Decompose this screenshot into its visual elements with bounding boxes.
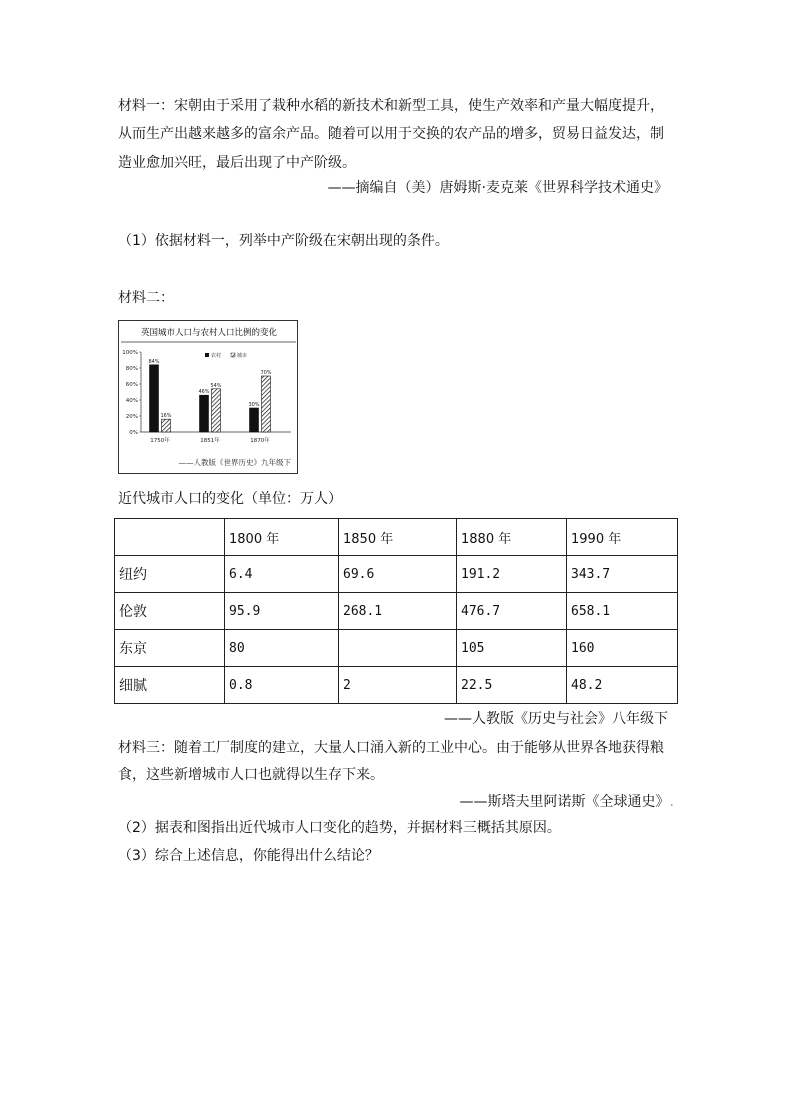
table-cell: 476.7 <box>457 593 567 630</box>
table-row-label: 纽约 <box>115 556 225 593</box>
material1-line2: 从而生产出越来越多的富余产品。随着可以用于交换的农产品的增多，贸易日益发达，制 <box>118 126 664 142</box>
table-source: ——人教版《历史与社会》八年级下 <box>444 711 668 727</box>
table-cell: 160 <box>567 630 678 667</box>
chart-bar-rural <box>200 395 209 432</box>
table-cell: 105 <box>457 630 567 667</box>
chart-y-tick-label: 80% <box>125 366 138 372</box>
chart-data-label: 16% <box>160 413 172 420</box>
table-row-label: 细腻 <box>115 667 225 704</box>
legend-label-rural: 农村 <box>211 353 222 359</box>
table-row-label: 东京 <box>115 630 225 667</box>
table-cell <box>339 630 457 667</box>
chart-data-label: 84% <box>148 358 160 365</box>
chart-data-label: 46% <box>198 389 210 396</box>
table-header-cell: 1850 年 <box>339 519 457 556</box>
material3-source-dot: . <box>669 794 674 810</box>
table-row <box>115 593 678 630</box>
legend-swatch-rural <box>205 353 209 357</box>
table-row-label: 伦敦 <box>115 593 225 630</box>
chart-bar-urban <box>162 419 171 432</box>
chart-y-tick-label: 0% <box>129 430 138 436</box>
material3-source: ——斯塔夫里阿诺斯《全球通史》 <box>459 794 670 810</box>
table-cell: 95.9 <box>225 593 339 630</box>
material3-line2: 食，这些新增城市人口也就得以生存下来。 <box>118 767 384 783</box>
chart-bar-urban <box>212 389 221 432</box>
question-2: （2）据表和图指出近代城市人口变化的趋势，并据材料三概括其原因。 <box>118 820 561 836</box>
chart-x-tick-label: 1870年 <box>250 438 270 444</box>
chart-bars <box>148 359 271 432</box>
table-row <box>115 667 678 704</box>
question-3: （3）综合上述信息，你能得出什么结论？ <box>118 848 379 864</box>
table-cell: 191.2 <box>457 556 567 593</box>
table-row <box>115 556 678 593</box>
table-cell: 0.8 <box>225 667 339 704</box>
chart-bar-rural <box>150 365 159 432</box>
table-row <box>115 630 678 667</box>
table-cell: 80 <box>225 630 339 667</box>
population-table <box>114 518 678 704</box>
table-cell: 48.2 <box>567 667 678 704</box>
chart-y-tick-label: 100% <box>122 350 138 356</box>
table-cell: 658.1 <box>567 593 678 630</box>
chart-legend <box>205 352 247 359</box>
chart-bar-urban <box>262 376 271 432</box>
chart-bar-rural <box>250 408 259 432</box>
chart-x-tick-label: 1851年 <box>200 438 220 444</box>
legend-swatch-urban <box>231 353 235 357</box>
population-ratio-chart <box>118 320 298 474</box>
legend-label-urban: 城市 <box>237 353 248 359</box>
table-cell: 22.5 <box>457 667 567 704</box>
table-header-row <box>115 519 678 556</box>
material3-line1: 材料三：随着工厂制度的建立，大量人口涌入新的工业中心。由于能够从世界各地获得粮 <box>118 740 664 756</box>
material3-source-wrap <box>460 792 674 812</box>
table-header-cell: 1880 年 <box>457 519 567 556</box>
table-header-cell: 1990 年 <box>567 519 678 556</box>
material1-line1: 材料一：宋朝由于采用了栽种水稻的新技术和新型工具，使生产效率和产量大幅度提升， <box>118 98 664 114</box>
material1-source: ——摘编自（美）唐姆斯·麦克莱《世界科学技术通史》 <box>327 180 668 196</box>
material2-label: 材料二： <box>118 290 174 306</box>
chart-y-tick-label: 60% <box>125 382 138 388</box>
table-cell: 6.4 <box>225 556 339 593</box>
table-cell: 343.7 <box>567 556 678 593</box>
table-header-cell: 1800 年 <box>225 519 339 556</box>
chart-data-label: 30% <box>248 402 260 408</box>
chart-source: ——人教版《世界历史》九年级下 <box>178 458 291 467</box>
table-cell: 268.1 <box>339 593 457 630</box>
chart-svg <box>119 321 299 475</box>
material1-line3: 造业愈加兴旺，最后出现了中产阶级。 <box>118 155 356 171</box>
question-1: （1）依据材料一，列举中产阶级在宋朝出现的条件。 <box>118 233 449 249</box>
chart-y-tick-label: 40% <box>125 398 138 404</box>
chart-title: 英国城市人口与农村人口比例的变化 <box>140 328 278 338</box>
table-caption: 近代城市人口的变化（单位：万人） <box>118 491 342 507</box>
table-header-cell <box>115 519 225 556</box>
chart-data-label: 70% <box>260 370 272 376</box>
chart-data-label: 54% <box>210 382 222 389</box>
chart-x-tick-label: 1750年 <box>150 438 170 444</box>
chart-y-tick-label: 20% <box>125 414 138 420</box>
table-cell: 69.6 <box>339 556 457 593</box>
table-cell: 2 <box>339 667 457 704</box>
